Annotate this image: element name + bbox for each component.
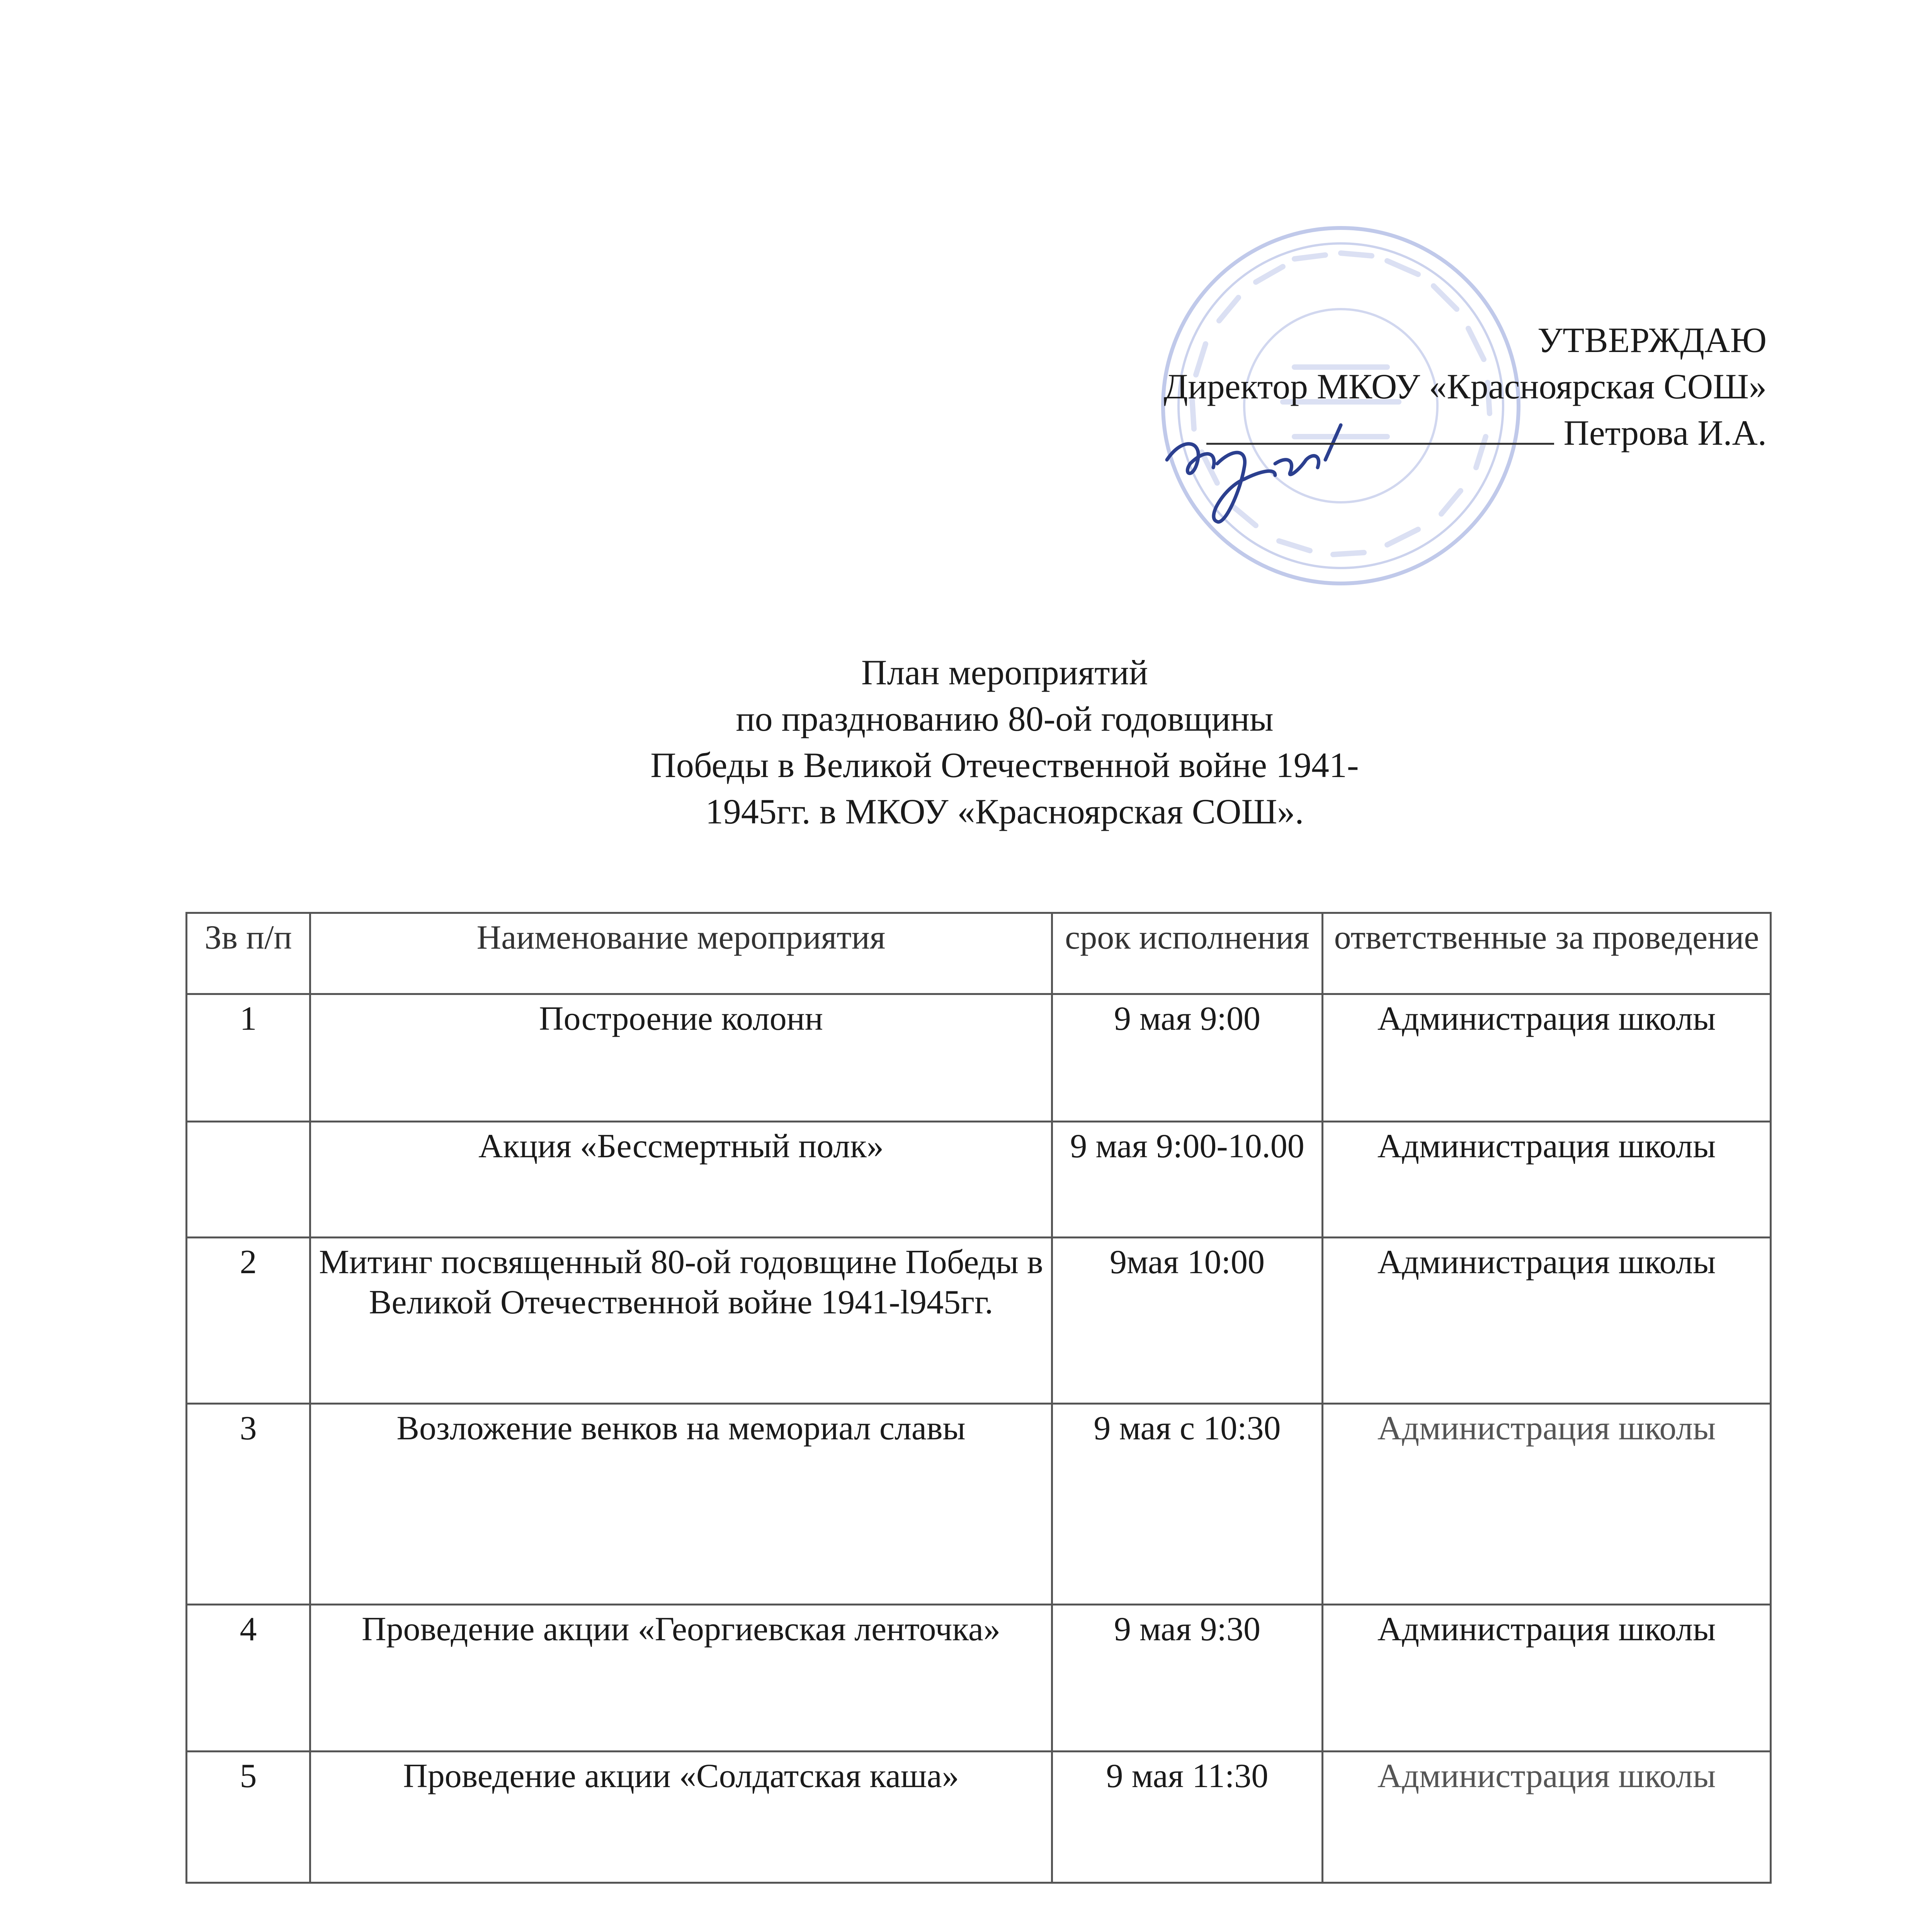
row-name: Возложение венков на мемориал славы xyxy=(310,1404,1052,1605)
row-date: 9мая 10:00 xyxy=(1052,1238,1323,1404)
row-resp: Администрация школы xyxy=(1323,1122,1771,1238)
title-line-2: по празднованию 80-ой годовщины xyxy=(736,699,1274,738)
row-name: Акция «Бессмертный полк» xyxy=(310,1122,1052,1238)
document-title xyxy=(502,649,1507,835)
table-row xyxy=(187,1605,1771,1752)
row-num: 1 xyxy=(187,994,310,1122)
title-line-3: Победы в Великой Отечественной войне 1941- xyxy=(650,745,1359,785)
row-resp: Администрация школы xyxy=(1323,1238,1771,1404)
row-resp: Администрация школы xyxy=(1323,1404,1771,1605)
row-num: 3 xyxy=(187,1404,310,1605)
table-row xyxy=(187,994,1771,1122)
signature-underline xyxy=(1206,427,1554,445)
row-num: 5 xyxy=(187,1752,310,1883)
table-row xyxy=(187,1404,1771,1605)
approval-position: Директор МКОУ «Красноярская СОШ» xyxy=(1163,367,1767,406)
row-date: 9 мая 9:00 xyxy=(1052,994,1323,1122)
table-row xyxy=(187,1238,1771,1404)
row-resp: Администрация школы xyxy=(1323,1605,1771,1752)
row-num xyxy=(187,1122,310,1238)
row-num: 2 xyxy=(187,1238,310,1404)
title-line-1: План мероприятий xyxy=(861,653,1148,692)
row-resp: Администрация школы xyxy=(1323,1752,1771,1883)
approval-name: Петрова И.А. xyxy=(1563,413,1767,452)
table-row xyxy=(187,1752,1771,1883)
row-date: 9 мая 9:30 xyxy=(1052,1605,1323,1752)
row-date: 9 мая 11:30 xyxy=(1052,1752,1323,1883)
row-resp: Администрация школы xyxy=(1323,994,1771,1122)
row-name: Проведение акции «Солдатская каша» xyxy=(310,1752,1052,1883)
row-date: 9 мая с 10:30 xyxy=(1052,1404,1323,1605)
header-resp: ответственные за проведение xyxy=(1323,913,1771,994)
header-name: Наименование мероприятия xyxy=(310,913,1052,994)
header-num: Зв п/п xyxy=(187,913,310,994)
row-name: Проведение акции «Георгиевская ленточка» xyxy=(310,1605,1052,1752)
approval-block xyxy=(917,317,1767,456)
row-name: Построение колонн xyxy=(310,994,1052,1122)
row-name: Митинг посвященный 80-ой годовщине Победы в Великой Отечественной войне 1941-l945гг. xyxy=(310,1238,1052,1404)
approval-signature-line xyxy=(917,410,1767,456)
title-line-4: 1945гг. в МКОУ «Красноярская СОШ». xyxy=(705,792,1304,831)
header-date: срок исполнения xyxy=(1052,913,1323,994)
events-table xyxy=(185,912,1772,1884)
row-date: 9 мая 9:00-10.00 xyxy=(1052,1122,1323,1238)
row-num: 4 xyxy=(187,1605,310,1752)
approval-label: УТВЕРЖДАЮ xyxy=(1537,320,1767,360)
table-row xyxy=(187,1122,1771,1238)
table-header-row xyxy=(187,913,1771,994)
